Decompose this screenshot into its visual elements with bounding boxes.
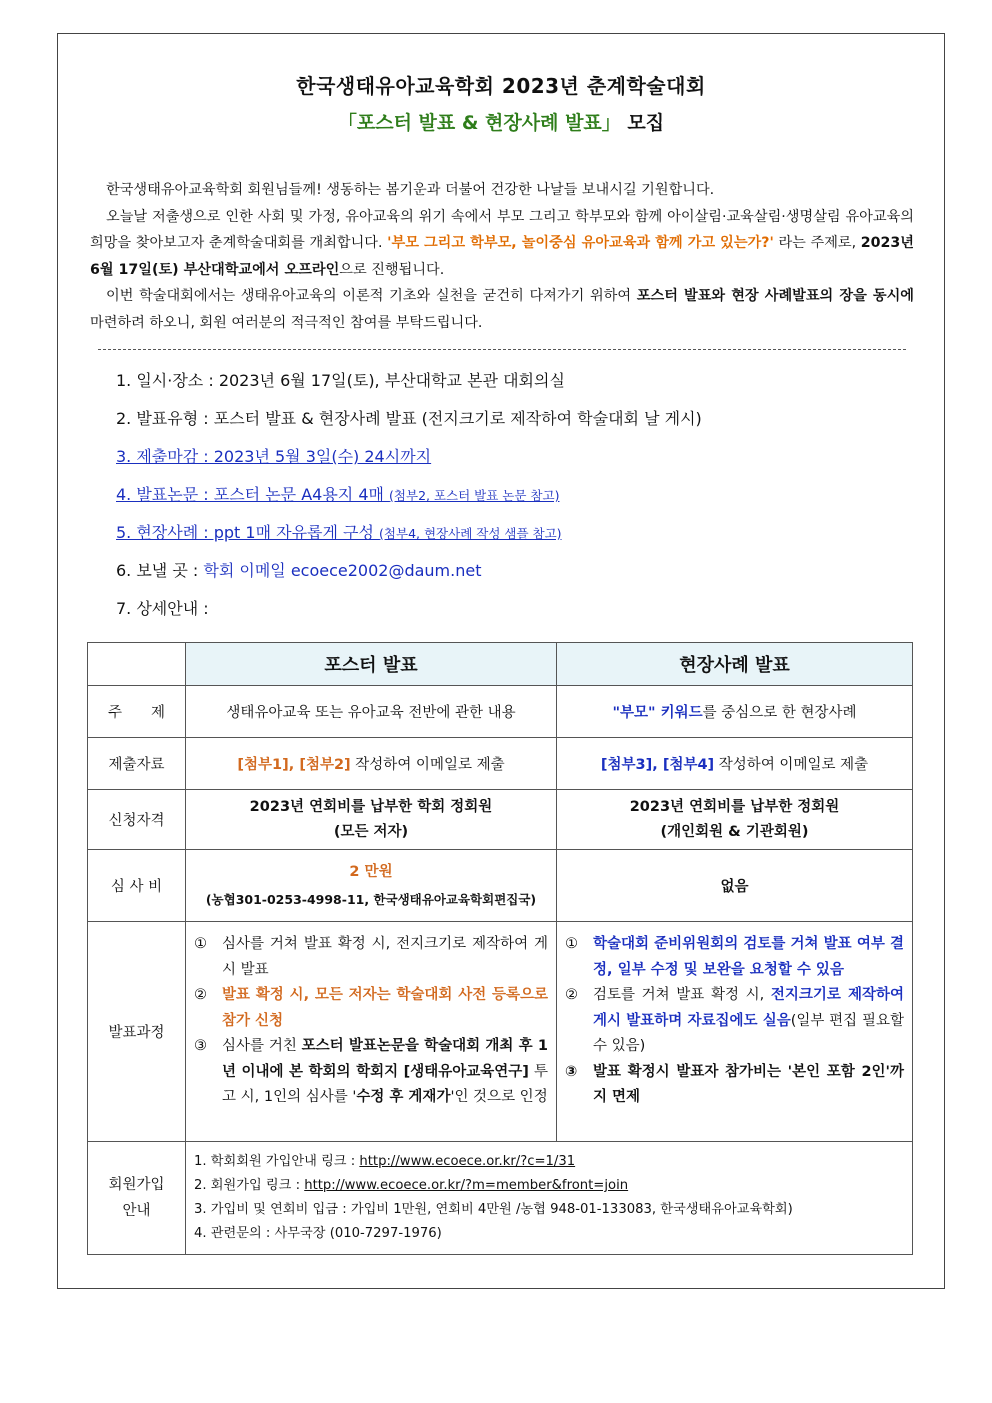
marker-1: ①: [565, 936, 578, 952]
paper-note: (첨부2, 포스터 발표 논문 참고): [389, 488, 560, 503]
fee-amount: 2 만원: [349, 863, 393, 880]
marker-3: ③: [565, 1063, 578, 1080]
join-info: [186, 1142, 913, 1255]
materials-case: [557, 738, 913, 790]
process-case-2c: (일부 편집 필요할 수 있음): [593, 1012, 904, 1054]
page-subtitle: [58, 108, 944, 135]
intro-text: [90, 177, 914, 336]
intro-p3-bold: 포스터 발표와 현장 사례발표의 장을 동시에: [636, 288, 915, 304]
item-send-to: [116, 557, 702, 595]
intro-p3-c: 마련하려 하오니, 회원 여러분의 적극적인 참여를 부탁드립니다.: [90, 314, 483, 331]
eligibility-case-1: 2023년 연회비를 납부한 정회원: [629, 798, 840, 815]
marker-2: ②: [565, 987, 578, 1003]
corner-cell: [88, 643, 186, 686]
notice-frame: [57, 33, 945, 1289]
case-text: [116, 523, 562, 542]
intro-paragraph-2: [90, 204, 914, 284]
join-head-2: 안내: [122, 1203, 151, 1219]
topic-case: [557, 686, 913, 738]
info-list: [116, 367, 702, 633]
table-header-row: [88, 643, 913, 686]
page-title: 한국생태유아교육학회 2023년 춘계학술대회: [296, 74, 706, 98]
process-poster-3c: 투고 시, 1인의 심사를 ': [222, 1063, 548, 1105]
join-guide-link[interactable]: http://www.ecoece.or.kr/?c=1/31: [359, 1154, 576, 1169]
list-item: [194, 983, 548, 1034]
subtitle-highlight: 포스터 발표 & 현장사례 발표: [356, 112, 602, 134]
table-row: [88, 738, 913, 790]
table-row: [88, 850, 913, 922]
row-head-fee: 심 사 비: [88, 850, 186, 922]
materials-poster-attach: [첨부1], [첨부2]: [237, 757, 351, 773]
subtitle-tail: 모집: [620, 112, 665, 134]
fee-case: 없음: [557, 850, 913, 922]
join-line-2-label: 2. 회원가입 링크 :: [194, 1178, 305, 1193]
process-case-2b: 전지크기로 제작하여 게시 발표하며 자료집에도 실음: [593, 987, 904, 1029]
intro-p2-c: 라는 주제로,: [773, 235, 861, 251]
case-main: 5. 현장사례 : ppt 1매 자유롭게 구성: [116, 523, 380, 542]
table-row: [88, 686, 913, 738]
join-line-3: 3. 가입비 및 연회비 입금 : 가입비 1만원, 연회비 4만원 /농협 948-01-133083, 한국생태유아교육학회): [194, 1202, 793, 1217]
subtitle-open: 「: [337, 112, 357, 134]
table-row: [88, 790, 913, 850]
col-poster: 포스터 발표: [186, 643, 557, 686]
process-case-3a: 발표 확정시 발표자 참가비는 ': [593, 1063, 793, 1080]
paper-main: 4. 발표논문 : 포스터 논문 A4용지 4매: [116, 485, 390, 504]
marker-3: ③: [194, 1038, 207, 1054]
marker-1: ①: [194, 936, 207, 952]
item-paper: [116, 481, 702, 519]
process-case-3b: 본인 포함 2인: [792, 1063, 886, 1080]
intro-p2-a: 오늘날 저출생으로 인한 사회 및 가정, 유아교육의 위기 속에서 부모 그리고 학부모와 함께 아이살림·교육살림·생명살림 유아교육의 희망을 찾아보고자 춘계학술대회를 개최합니다.: [90, 208, 914, 251]
item-details: 7. 상세안내 :: [116, 599, 209, 618]
topic-keyword: "부모" 키워드: [612, 705, 703, 721]
intro-p2-e: 으로 진행됩니다.: [339, 261, 445, 278]
send-to-label: 6. 보낼 곳 :: [116, 561, 204, 580]
process-poster-3b: 포스터 발표논문을 학술대회 개최 후 1년 이내에 본 학회의 학회지 [생태유아교육연구]: [222, 1038, 548, 1080]
col-case: 현장사례 발표: [557, 643, 913, 686]
fee-account: (농협301-0253-4998-11, 한국생태유아교육학회편집국): [205, 891, 537, 907]
list-item: [565, 1060, 904, 1111]
list-item: [194, 1034, 548, 1111]
intro-paragraph-3: [90, 283, 914, 336]
eligibility-case: [557, 790, 913, 850]
item-date-place: 1. 일시·장소 : 2023년 6월 17일(토), 부산대학교 본관 대회의실: [116, 371, 565, 390]
materials-case-attach: [첨부3], [첨부4]: [600, 757, 715, 773]
dashed-divider: [98, 349, 906, 350]
item-deadline: [116, 443, 702, 481]
materials-poster-rest: 작성하여 이메일로 제출: [350, 757, 505, 773]
eligibility-case-2: (개인회원 & 기관회원): [660, 823, 809, 840]
eligibility-poster-1: 2023년 연회비를 납부한 학회 정회원: [249, 798, 493, 815]
row-head-eligibility: 신청자격: [88, 790, 186, 850]
row-head-process: 발표과정: [88, 922, 186, 1142]
process-case-2a: 검토를 거쳐 발표 확정 시,: [593, 987, 771, 1003]
materials-poster: [186, 738, 557, 790]
email-link[interactable]: 학회 이메일 ecoece2002@daum.net: [203, 561, 482, 580]
process-case-3c: '까지 면제: [593, 1063, 904, 1105]
process-case-1: 학술대회 준비위원회의 검토를 거쳐 발표 여부 결정, 일부 수정 및 보완을 요청할 수 있음: [593, 936, 904, 978]
process-poster-3a: 심사를 거친: [222, 1038, 302, 1054]
row-head-topic: 주 제: [88, 686, 186, 738]
marker-2: ②: [194, 987, 207, 1003]
join-line-4: 4. 관련문의 : 사무국장 (010-7297-1976): [194, 1226, 442, 1241]
row-head-join: [88, 1142, 186, 1255]
process-poster-3d: 수정 후 게재가: [356, 1089, 451, 1105]
process-case: [557, 922, 913, 1142]
fee-poster: [186, 850, 557, 922]
eligibility-poster-2: (모든 저자): [333, 823, 409, 840]
paper-text: [116, 485, 559, 504]
subtitle-close: 」: [601, 112, 621, 134]
process-poster-2: 발표 확정 시, 모든 저자는 학술대회 사전 등록으로 참가 신청: [222, 987, 548, 1029]
intro-theme: '부모 그리고 학부모, 놀이중심 유아교육과 함께 가고 있는가?': [387, 235, 774, 251]
join-line-2: [194, 1174, 904, 1198]
table-row: [88, 922, 913, 1142]
table-row: [88, 1142, 913, 1255]
join-head-1: 회원가입: [108, 1177, 165, 1193]
process-poster-3e: '인 것으로 인정: [450, 1089, 548, 1105]
join-line-1-label: 1. 학회회원 가입안내 링크 :: [194, 1154, 360, 1169]
intro-p3-a: 이번 학술대회에서는 생태유아교육의 이론적 기초와 실천을 굳건히 다져가기 위하여: [106, 288, 637, 304]
row-head-materials: 제출자료: [88, 738, 186, 790]
list-item: [565, 983, 904, 1060]
list-item: [565, 932, 904, 983]
join-line-1: [194, 1150, 904, 1174]
materials-case-rest: 작성하여 이메일로 제출: [714, 757, 869, 773]
intro-date-place: 2023년 6월 17일(토) 부산대학교에서 오프라인: [90, 235, 914, 278]
list-item: [194, 932, 548, 983]
eligibility-poster: [186, 790, 557, 850]
topic-case-rest: 를 중심으로 한 현장사례: [702, 705, 857, 721]
topic-poster: 생태유아교육 또는 유아교육 전반에 관한 내용: [186, 686, 557, 738]
intro-paragraph-1: 한국생태유아교육학회 회원님들께! 생동하는 봄기운과 더불어 건강한 나날들 보내시길 기원합니다.: [106, 182, 715, 198]
process-poster-1: 심사를 거쳐 발표 확정 시, 전지크기로 제작하여 게시 발표: [222, 936, 548, 978]
case-note: (첨부4, 현장사례 작성 샘플 참고): [379, 526, 562, 541]
deadline-text: 3. 제출마감 : 2023년 5월 3일(수) 24시까지: [116, 447, 432, 466]
details-table: [87, 642, 913, 1255]
item-type: 2. 발표유형 : 포스터 발표 & 현장사례 발표 (전지크기로 제작하여 학술대회 날 게시): [116, 409, 702, 428]
join-member-link[interactable]: http://www.ecoece.or.kr/?m=member&front=join: [304, 1178, 629, 1193]
item-case: [116, 519, 702, 557]
process-poster: [186, 922, 557, 1142]
